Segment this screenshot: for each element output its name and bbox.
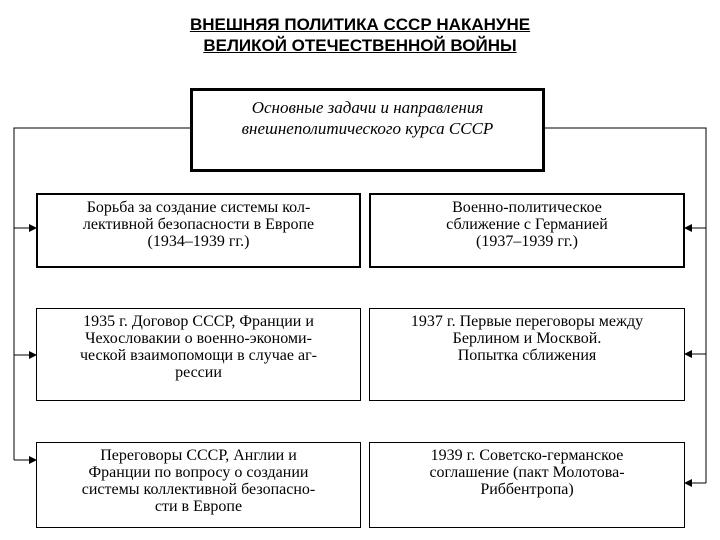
left-box-treaty-1935 bbox=[36, 308, 361, 401]
right-trunk-line bbox=[545, 128, 706, 483]
central-line-2: внешнеполитического курса СССР bbox=[241, 119, 494, 138]
box-line: Берлином и Москвой. bbox=[452, 330, 602, 347]
box-line: системы коллективной безопасно- bbox=[81, 481, 316, 498]
box-line: сти в Европе bbox=[154, 498, 243, 515]
title-line-2: ВЕЛИКОЙ ОТЕЧЕСТВЕННОЙ ВОЙНЫ bbox=[203, 36, 517, 55]
central-box bbox=[190, 88, 545, 172]
box-line: Риббентропа) bbox=[480, 481, 574, 498]
box-line: Переговоры СССР, Англии и bbox=[100, 447, 297, 464]
box-line: Борьба за создание системы кол- bbox=[86, 199, 311, 216]
box-line: Военно-политическое bbox=[452, 199, 602, 216]
left-box-negotiations bbox=[36, 442, 361, 528]
left-box-collective-security bbox=[36, 193, 361, 268]
box-line: соглашение (пакт Молотова- bbox=[429, 464, 625, 481]
box-line: Попытка сближения bbox=[457, 347, 597, 364]
right-box-negotiations-1937 bbox=[369, 308, 685, 401]
right-box-rapprochement-germany bbox=[369, 193, 685, 268]
box-line: сближение с Германией bbox=[446, 216, 608, 233]
box-line: 1937 г. Первые переговоры между bbox=[410, 313, 644, 330]
central-line-1: Основные задачи и направления bbox=[251, 98, 484, 117]
box-line: Чехословакии о военно-экономи- bbox=[85, 330, 312, 347]
box-line: 1939 г. Советско-германское bbox=[430, 447, 624, 464]
title-line-1: ВНЕШНЯЯ ПОЛИТИКА СССР НАКАНУНЕ bbox=[189, 15, 531, 34]
right-box-pact-1939 bbox=[369, 442, 685, 528]
left-trunk-line bbox=[14, 128, 190, 460]
box-line: ческой взаимопомощи в случае аг- bbox=[80, 347, 317, 364]
box-line: (1934–1939 гг.) bbox=[147, 233, 250, 250]
box-line: рессии bbox=[175, 364, 222, 381]
box-line: 1935 г. Договор СССР, Франции и bbox=[83, 313, 314, 330]
box-line: (1937–1939 гг.) bbox=[476, 233, 578, 250]
box-line: лективной безопасности в Европе bbox=[82, 216, 315, 233]
box-line: Франции по вопросу о создании bbox=[88, 464, 309, 481]
